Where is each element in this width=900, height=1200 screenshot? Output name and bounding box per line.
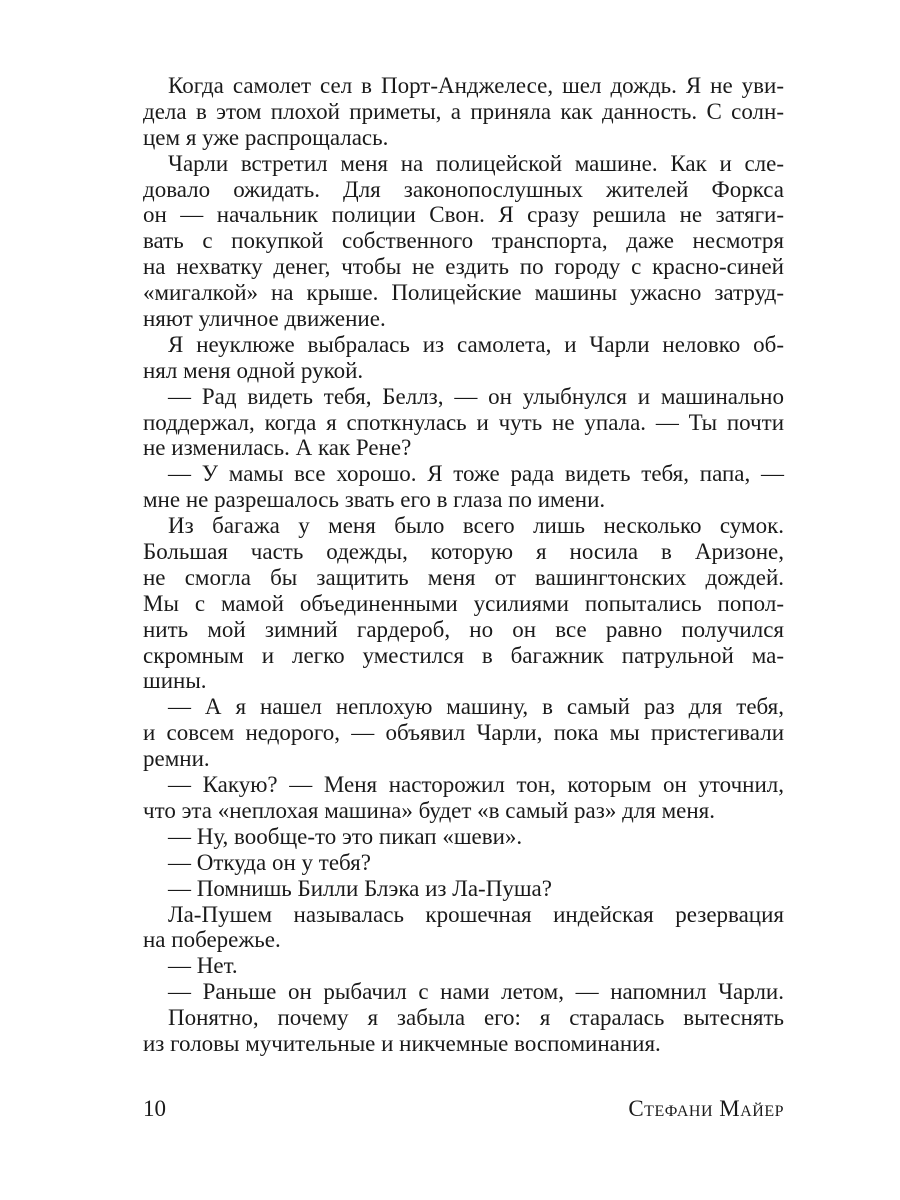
text-line [143,1031,784,1057]
text-line-content: и совсем недорого, — объявил Чарли, пока мы пристегивали [143,720,784,746]
text-line-content: Из багажа у меня было всего лишь несколько сумок. [168,513,784,539]
text-line [143,772,784,798]
text-line-content: Я неуклюже выбралась из самолета, и Чарли неловко об- [168,331,784,357]
running-footer-author: Стефани Майер [628,1096,784,1121]
text-line-content: вать с покупкой собственного транспорта, даже несмотря [143,228,784,254]
text-line-content: — Помнишь Билли Блэка из Ла-Пуша? [168,875,552,901]
text-line [143,668,784,694]
text-line [143,824,784,850]
text-line [143,461,784,487]
text-line-content: довало ожидать. Для законопослушных жителей Форкса [143,176,784,202]
text-line [143,902,784,928]
page-footer [143,1096,784,1124]
text-line [143,410,784,436]
text-line [143,876,784,902]
text-line-content: скромным и легко уместился в багажник патрульной ма- [143,642,784,668]
text-line-content: нить мой зимний гардероб, но он все равно получился [143,616,784,642]
text-line-content: — Рад видеть тебя, Беллз, — он улыбнулся и машинально [168,383,784,409]
text-line [143,99,784,125]
text-line-content: — Откуда он у тебя? [168,849,371,875]
text-line [143,953,784,979]
text-line [143,539,784,565]
text-line-content: Ла-Пушем называлась крошечная индейская резервация [168,901,784,927]
text-line [143,617,784,643]
text-line [143,228,784,254]
text-line [143,513,784,539]
text-line [143,1005,784,1031]
text-line-content: он — начальник полиции Свон. Я сразу решила не затяги- [143,202,784,228]
text-line-content: ремни. [143,746,210,772]
text-line-content: Понятно, почему я забыла его: я старалась вытеснять [168,1005,784,1031]
text-line [143,125,784,151]
text-line [143,565,784,591]
text-line-content: нял меня одной рукой. [143,357,364,383]
text-line-content: — У мамы все хорошо. Я тоже рада видеть тебя, папа, — [168,461,784,487]
text-line-content: шины. [143,668,207,694]
text-line-content: Большая часть одежды, которую я носила в Аризоне, [143,539,784,565]
text-line [143,979,784,1005]
text-line-content: Когда самолет сел в Порт-Анджелесе, шел дождь. Я не уви- [168,73,784,98]
text-line-content: что эта «неплохая машина» будет «в самый раз» для меня. [143,797,716,823]
text-line-content: — Раньше он рыбачил с нами летом, — напомнил Чарли. [168,979,784,1005]
text-line-content: — Нет. [168,953,238,979]
text-line-content: няют уличное движение. [143,306,386,332]
text-line-content: — Какую? — Меня насторожил тон, которым он уточнил, [168,772,784,798]
page-body-text [143,73,784,1057]
text-line [143,435,784,461]
text-line-content: цем я уже распрощалась. [143,124,389,150]
text-line [143,202,784,228]
text-line [143,177,784,203]
text-line [143,720,784,746]
text-line [143,358,784,384]
text-line [143,487,784,513]
text-line-content: мне не разрешалось звать его в глаза по имени. [143,487,606,513]
text-line [143,73,784,99]
text-line [143,643,784,669]
text-line [143,254,784,280]
text-line [143,694,784,720]
text-line [143,151,784,177]
text-line-content: на нехватку денег, чтобы не ездить по городу с красно-синей [143,254,784,280]
text-line [143,306,784,332]
text-line-content: Мы с мамой объединенными усилиями попытались попол- [143,590,784,616]
text-line-content: из головы мучительные и никчемные воспоминания. [143,1030,661,1056]
text-line-content: Чарли встретил меня на полицейской машине. Как и сле- [168,150,784,176]
page-number: 10 [143,1096,166,1121]
text-line-content: — А я нашел неплохую машину, в самый раз для тебя, [168,694,784,720]
text-line-content: не изменилась. А как Рене? [143,435,412,461]
text-line [143,798,784,824]
text-line [143,591,784,617]
text-line [143,927,784,953]
text-line [143,280,784,306]
text-line-content: «мигалкой» на крыше. Полицейские машины ужасно затруд- [143,280,784,306]
text-line-content: на побережье. [143,927,281,953]
text-line [143,850,784,876]
text-line-content: поддержал, когда я споткнулась и чуть не упала. — Ты почти [143,409,784,435]
text-line-content: не смогла бы защитить меня от вашингтонских дождей. [143,564,784,590]
text-line [143,332,784,358]
text-line [143,746,784,772]
text-line [143,384,784,410]
text-line-content: — Ну, вообще-то это пикап «шеви». [168,823,523,849]
text-line-content: дела в этом плохой приметы, а приняла как данность. С солн- [143,98,784,124]
